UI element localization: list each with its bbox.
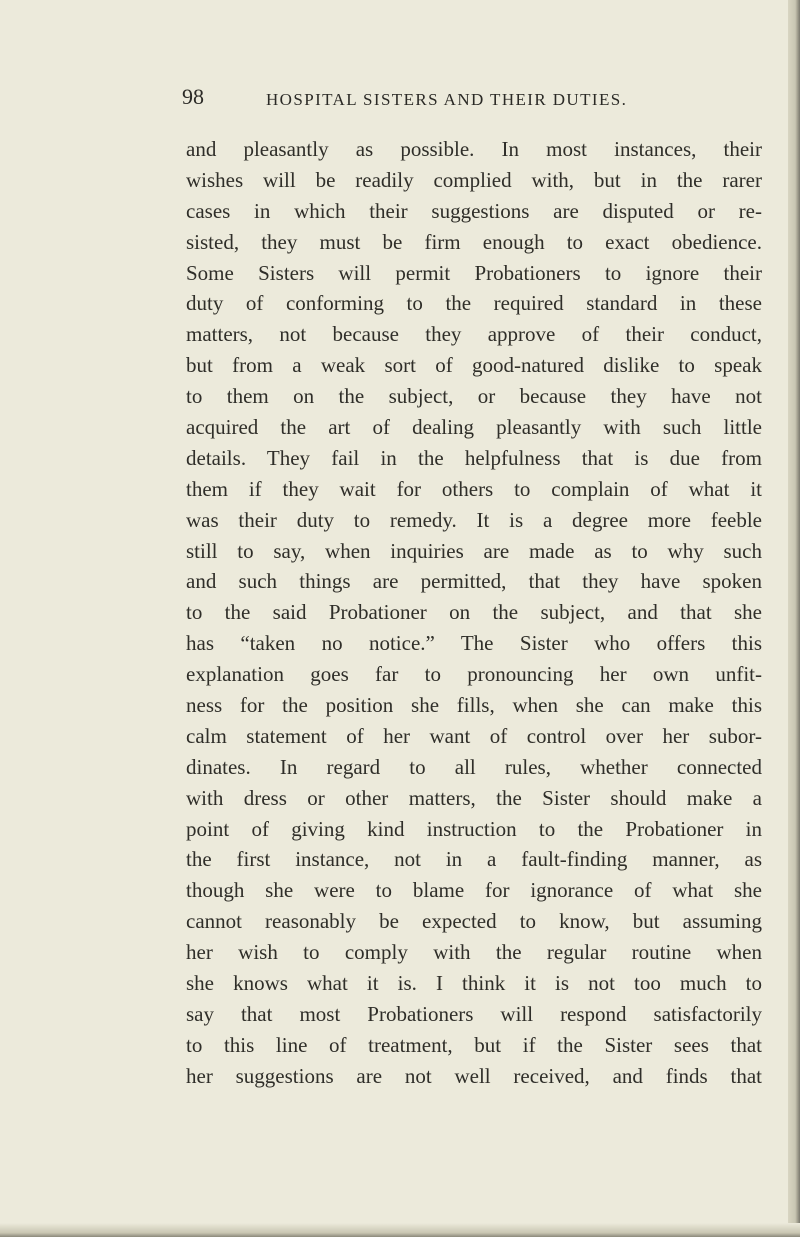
page-edge-shadow — [788, 0, 800, 1237]
text-line: them if they wait for others to complain of what it — [186, 476, 762, 501]
text-line: with dress or other matters, the Sister should make a — [186, 785, 762, 810]
text-line: duty of conforming to the required standard in these — [186, 291, 762, 316]
text-line: to this line of treatment, but if the Sister sees that — [186, 1032, 762, 1057]
text-line: ness for the position she fills, when she can make this — [186, 693, 762, 718]
body-text — [186, 134, 762, 1092]
page-bottom-edge — [0, 1223, 800, 1237]
text-line: she knows what it is. I think it is not too much to — [186, 971, 762, 996]
text-line: acquired the art of dealing pleasantly with such little — [186, 415, 762, 440]
text-line: cannot reasonably be expected to know, but assuming — [186, 909, 762, 934]
text-line: her suggestions are not well received, and finds that — [186, 1063, 762, 1088]
text-line: details. They fail in the helpfulness that is due from — [186, 445, 762, 470]
text-line: still to say, when inquiries are made as to why such — [186, 538, 762, 563]
text-line: but from a weak sort of good-natured dislike to speak — [186, 353, 762, 378]
page-number: 98 — [182, 84, 204, 109]
text-line: though she were to blame for ignorance of what she — [186, 878, 762, 903]
text-line: and such things are permitted, that they have spoken — [186, 569, 762, 594]
text-line: say that most Probationers will respond satisfactorily — [186, 1001, 762, 1026]
text-line: to the said Probationer on the subject, and that she — [186, 600, 762, 625]
text-line: the first instance, not in a fault-finding manner, as — [186, 847, 762, 872]
text-line: cases in which their suggestions are disputed or re- — [186, 198, 762, 223]
text-line: point of giving kind instruction to the Probationer in — [186, 816, 762, 841]
text-line: matters, not because they approve of their conduct, — [186, 322, 762, 347]
text-line: sisted, they must be firm enough to exact obedience. — [186, 229, 762, 254]
text-line: explanation goes far to pronouncing her own unfit- — [186, 662, 762, 687]
running-head: HOSPITAL SISTERS AND THEIR DUTIES. — [266, 90, 628, 109]
text-line: has “taken no notice.” The Sister who offers this — [186, 631, 762, 656]
text-line: to them on the subject, or because they have not — [186, 384, 762, 409]
text-line: and pleasantly as possible. In most instances, their — [186, 137, 762, 161]
text-line: calm statement of her want of control over her subor- — [186, 723, 762, 748]
text-line: wishes will be readily complied with, but in the rarer — [186, 167, 762, 192]
text-line: dinates. In regard to all rules, whether connected — [186, 754, 762, 779]
text-line: her wish to comply with the regular routine when — [186, 940, 762, 965]
page-header — [182, 84, 682, 116]
text-line: was their duty to remedy. It is a degree more feeble — [186, 507, 762, 532]
text-line: Some Sisters will permit Probationers to ignore their — [186, 260, 762, 285]
